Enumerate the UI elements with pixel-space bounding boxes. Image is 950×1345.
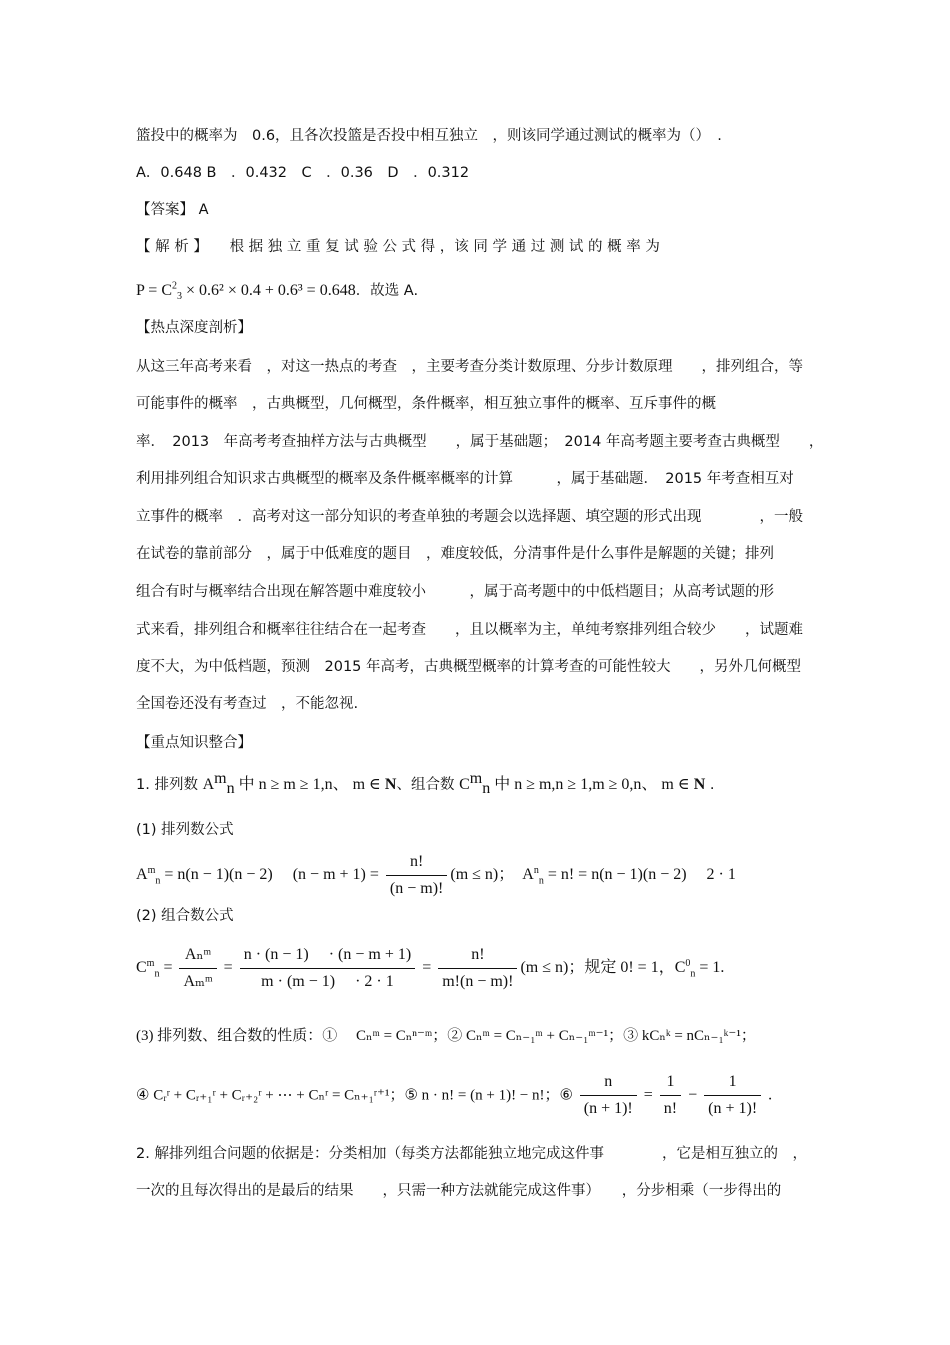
paragraph-line-5: 立事件的概率 ．高考对这一部分知识的考查单独的考题会以选择题、填空题的形式出现 ，一般 [136, 509, 803, 525]
paragraph-2-line-2: 一次的且每次得出的是最后的结果 ，只需一种方法就能完成这件事） ，分步相乘（一步得出的 [136, 1183, 782, 1199]
properties-line-1 [136, 1026, 756, 1046]
comb-fraction-2 [240, 945, 416, 992]
comb-formula-heading: (2) 组合数公式 [136, 908, 234, 924]
paragraph-line-1: 从这三年高考来看 ，对这一热点的考查 ，主要考查分类计数原理、分步计数原理 ，排列组合，等 [136, 359, 803, 375]
prop-fraction-2 [660, 1072, 681, 1119]
prop-fraction-3 [704, 1072, 761, 1119]
comb-f3-den: m!(n − m)! [442, 973, 514, 990]
item1-c-sub: n [482, 779, 491, 797]
perm-formula [136, 852, 736, 899]
section-heading-hotspot: 【热点深度剖析】 [136, 320, 252, 336]
comb-c2-sub: n [690, 968, 696, 980]
item1-mid: 中 n ≥ m ≥ 1,n、 m ∈ [234, 776, 385, 793]
prop-fraction-1 [580, 1072, 637, 1119]
answer-label: 【答案】 A [136, 202, 209, 218]
item1-n-set-2: N [693, 776, 706, 793]
analysis-line: 【 解 析 】 根 据 独 立 重 复 试 验 公 式 得 ，该 同 学 通 过 测 试 的 概 率 为 [136, 239, 660, 255]
prop-end: . [764, 1086, 773, 1104]
item1-mid2: 中 n ≥ m,n ≥ 1,m ≥ 0,n、 m ∈ [490, 776, 694, 793]
perm-expr: = n(n − 1)(n − 2) (n − m + 1) = [160, 866, 383, 884]
formula-p-rest: × 0.6² × 0.4 + 0.6³ = 0.648 [182, 282, 356, 299]
prop-f1-num: n [580, 1072, 637, 1096]
item1-lead: 1. 排列数 [136, 777, 203, 793]
comb-f1-den: Aₘᵐ [183, 973, 213, 990]
perm-frac-den: (n − m)! [389, 880, 444, 897]
prop-f2-num: 1 [660, 1072, 681, 1096]
comb-f1-num: Aₙᵐ [179, 945, 216, 969]
item1-sep: 、组合数 [396, 777, 460, 793]
perm-a: A [136, 866, 148, 884]
formula-p-tail: ．故选 A. [355, 283, 419, 299]
perm-frac-num: n! [386, 852, 447, 876]
perm-a-sup: m [147, 864, 156, 876]
formula-p-sup: 2 [172, 280, 177, 292]
formula-p-sub: 3 [177, 291, 182, 303]
properties-text-2: ④ Cᵣʳ + Cᵣ₊₁ʳ + Cᵣ₊₂ʳ + ⋯ + Cₙʳ = Cₙ₊₁ʳ⁺¹；⑤ n · n! = (n + 1)! − n!；⑥ [136, 1087, 577, 1104]
properties-text-1: (3) 排列数、组合数的性质：① Cₙᵐ = Cₙⁿ⁻ᵐ；② Cₙᵐ = Cₙ₋₁ᵐ + Cₙ₋₁ᵐ⁻¹；③ kCₙᵏ = nCₙ₋₁ᵏ⁻¹； [136, 1028, 756, 1044]
formula-p: P = C [136, 282, 172, 299]
prop-f2-den: n! [663, 1100, 678, 1117]
paragraph-line-2: 可能事件的概率 ，古典概型，几何概型，条件概率，相互独立事件的概率、互斥事件的概 [136, 396, 716, 412]
comb-c-sup: m [146, 957, 155, 969]
comb-c: C [136, 959, 147, 977]
prop-eq: = [639, 1086, 657, 1104]
comb-fraction-3 [438, 945, 517, 992]
item1-a-sub: n [226, 779, 235, 797]
paragraph-line-8: 式来看，排列组合和概率往往结合在一起考查 ，且以概率为主，单纯考察排列组合较少 ，试题难 [136, 622, 803, 638]
comb-c2-sup: 0 [685, 957, 691, 969]
item1-line [136, 770, 715, 797]
paragraph-line-10: 全国卷还没有考查过 ，不能忽视. [136, 696, 359, 712]
prop-f3-num: 1 [704, 1072, 761, 1096]
comb-cond: (m ≤ n)；规定 0! = 1，C [520, 959, 686, 977]
properties-line-2 [136, 1072, 772, 1119]
perm-a2-sup: n [533, 864, 539, 876]
paragraph-2-line-1: 2. 解排列组合问题的依据是：分类相加（每类方法都能独立地完成这件事 ，它是相互独立的 ， [136, 1146, 807, 1162]
item1-a-sup: m [214, 770, 227, 788]
probability-formula [136, 281, 418, 301]
prop-minus: − [684, 1086, 702, 1104]
comb-fraction-1 [179, 945, 216, 992]
comb-formula: $C^m_n$ = $\frac{\text{Aₙᵐ}}{\text{Aₘᵐ}}$ = $\frac{n \cdot (n - 1) \cdot (n - m + 1)}{m \cdot (m - 1) \cdot 2 \cdot 1}$ = $\frac{n!}{m!(n - m)!}$ (m ≤ n)；规定 0! = 1，$C^0_n = 1$. [136, 946, 725, 990]
item1-end: . [705, 777, 715, 793]
comb-f2-num: n · (n − 1) · (n − m + 1) [240, 945, 416, 969]
paragraph-line-9: 度不大，为中低档题，预测 2015 年高考，古典概型概率的计算考查的可能性较大 ，另外几何概型 [136, 659, 802, 675]
perm-cond: (m ≤ n)； A [450, 866, 534, 884]
item1-a: A [202, 776, 215, 793]
paragraph-line-4: 利用排列组合知识求古典概型的概率及条件概率概率的计算 ，属于基础题． 2015 年考查相互对 [136, 471, 794, 487]
perm-a2-sub: n [538, 875, 544, 887]
prop-f3-den: (n + 1)! [708, 1100, 758, 1117]
perm-fraction [386, 852, 447, 899]
text-line-1: 篮投中的概率为 0.6，且各次投篮是否投中相互独立 ，则该同学通过测试的概率为（） . [136, 128, 722, 144]
section-heading-knowledge: 【重点知识整合】 [136, 735, 252, 751]
paragraph-line-7: 组合有时与概率结合出现在解答题中难度较小 ，属于高考题中的中低档题目；从高考试题的形 [136, 584, 774, 600]
comb-f3-num: n! [438, 945, 517, 969]
comb-f2-den: m · (m − 1) · 2 · 1 [261, 973, 394, 990]
comb-end: = 1. [695, 959, 725, 977]
answer-options: A．0.648 B ．0.432 C ．0.36 D ．0.312 [136, 165, 470, 181]
paragraph-line-6: 在试卷的靠前部分 ，属于中低难度的题目 ，难度较低，分清事件是什么事件是解题的关键；排列 [136, 546, 774, 562]
prop-f1-den: (n + 1)! [583, 1100, 633, 1117]
comb-c-sub: n [154, 968, 160, 980]
item1-c: C [459, 776, 470, 793]
item1-c-sup: m [469, 770, 483, 788]
item1-n-set: N [384, 776, 397, 793]
perm-expr2: = n! = n(n − 1)(n − 2) 2 · 1 [543, 866, 736, 884]
perm-formula-heading: (1) 排列数公式 [136, 822, 234, 838]
paragraph-line-3: 率． 2013 年高考考查抽样方法与古典概型 ，属于基础题； 2014 年高考题主要考查古典概型 ， [136, 434, 824, 450]
perm-a-sub: n [155, 875, 161, 887]
